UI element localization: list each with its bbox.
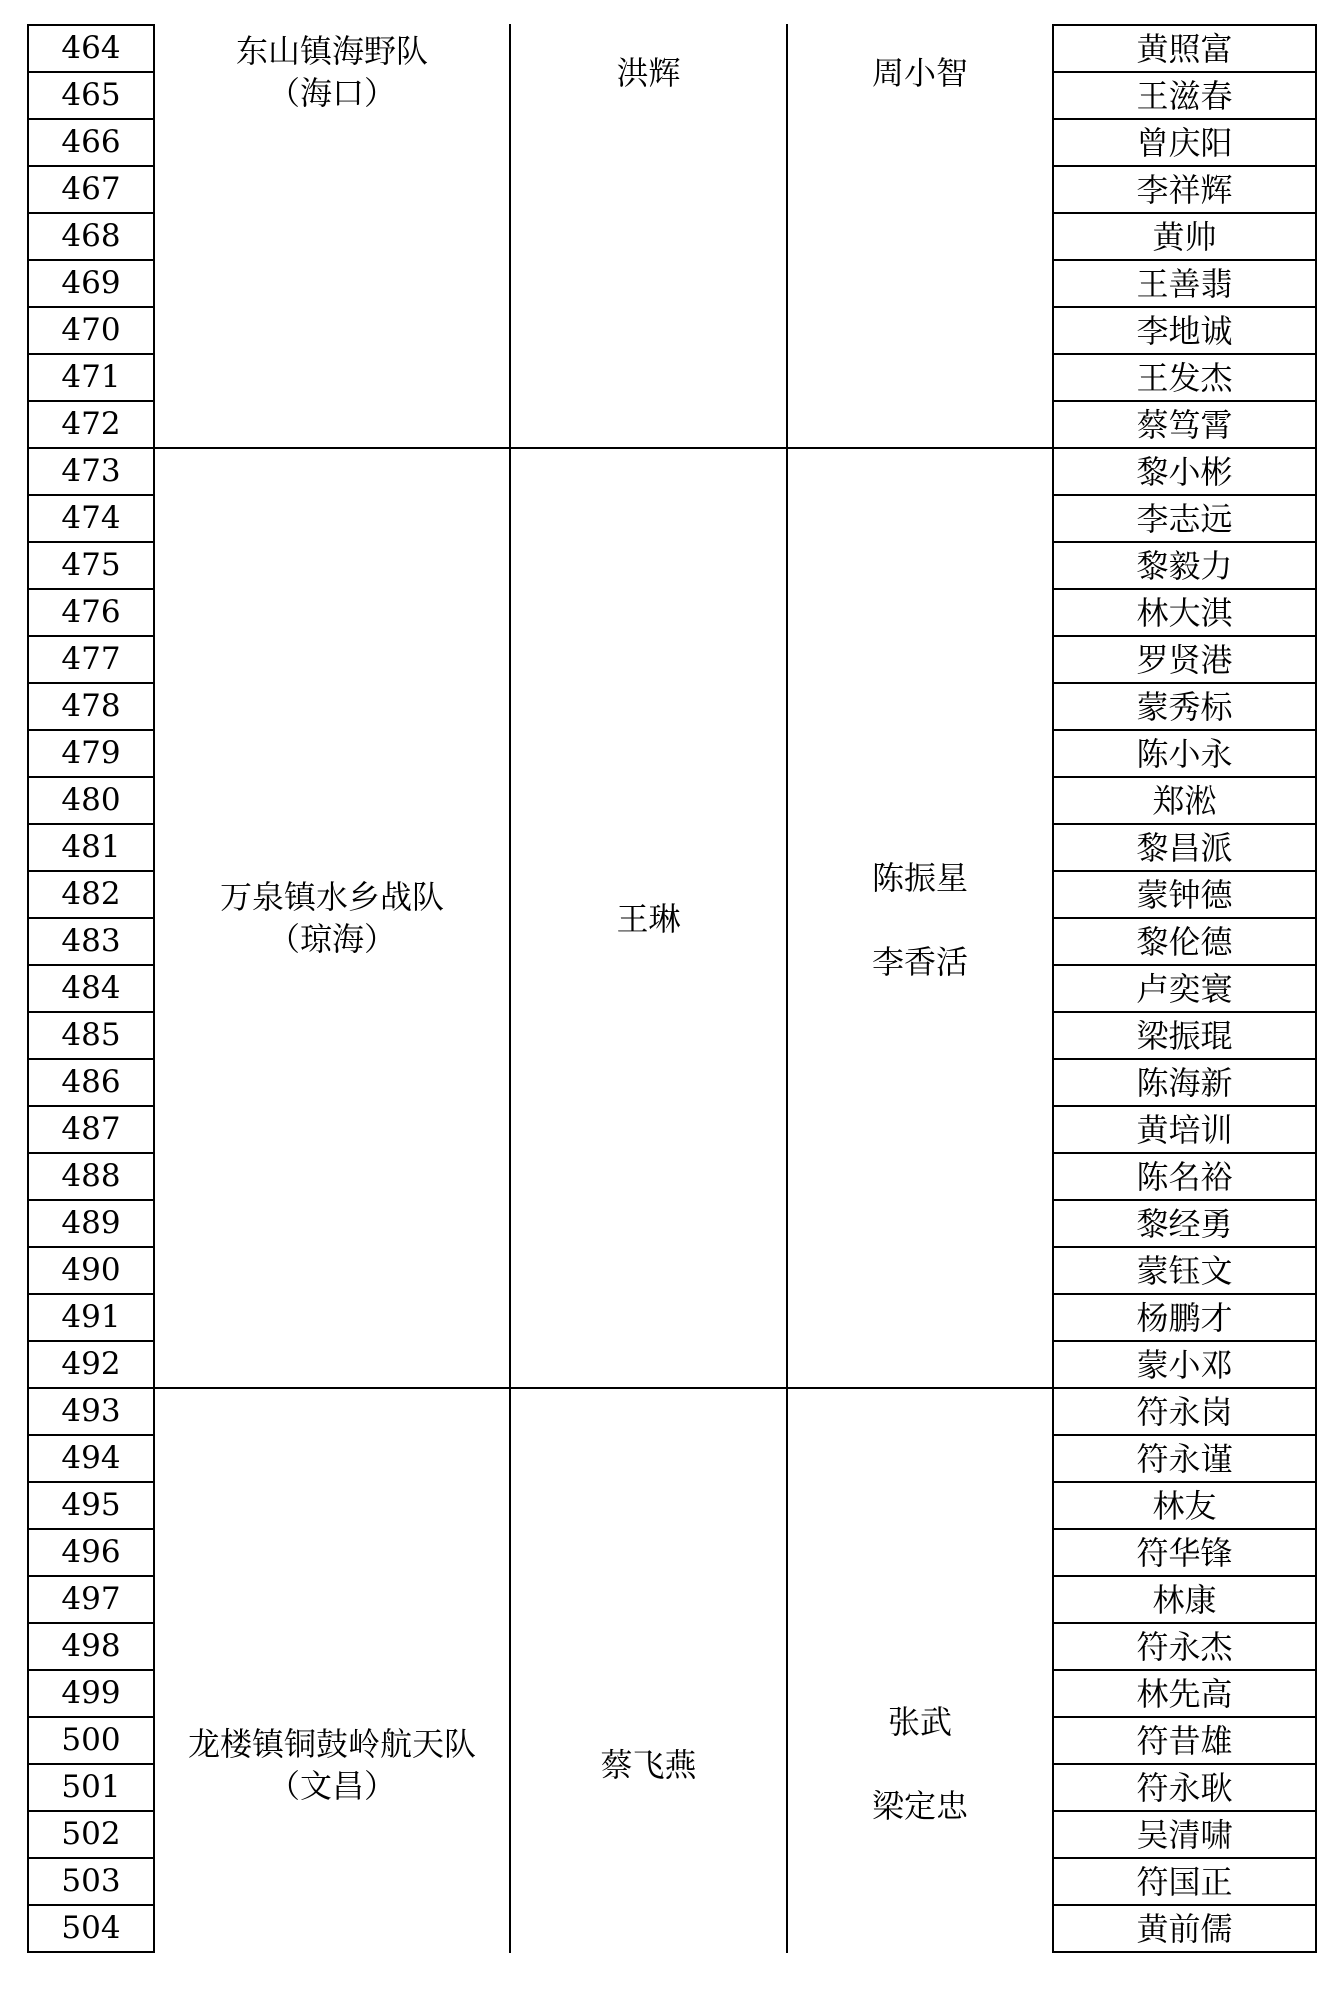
row-number: 479 [27,729,155,778]
row-number: 486 [27,1058,155,1107]
team-name: 龙楼镇铜鼓岭航天队 [187,1725,476,1763]
team-name: 东山镇海野队 [235,32,428,70]
row-number: 496 [27,1528,155,1577]
member-name: 黄培训 [1052,1105,1317,1154]
member-name: 符永谨 [1052,1434,1317,1483]
row-number: 490 [27,1246,155,1295]
row-number: 471 [27,353,155,402]
row-number: 502 [27,1810,155,1859]
row-number: 469 [27,259,155,308]
member-name: 陈海新 [1052,1058,1317,1107]
member-name: 梁振琨 [1052,1011,1317,1060]
coach-name: 王琳 [616,900,681,938]
row-number: 483 [27,917,155,966]
member-name: 蒙小邓 [1052,1340,1317,1389]
team-cell [155,30,509,114]
group-separator [154,1387,1053,1389]
row-number: 482 [27,870,155,919]
row-number: 501 [27,1763,155,1812]
member-name: 符永耿 [1052,1763,1317,1812]
member-name: 符华锋 [1052,1528,1317,1577]
row-number: 467 [27,165,155,214]
member-name: 蒙秀标 [1052,682,1317,731]
coach-name: 蔡飞燕 [600,1746,697,1784]
member-name: 符永岗 [1052,1387,1317,1436]
leader-cell [788,1701,1052,1827]
member-name: 王发杰 [1052,353,1317,402]
row-number: 477 [27,635,155,684]
row-number: 497 [27,1575,155,1624]
member-name: 黄照富 [1052,24,1317,73]
row-number: 495 [27,1481,155,1530]
member-name: 王善翡 [1052,259,1317,308]
row-number: 503 [27,1857,155,1906]
member-name: 蔡笃霄 [1052,400,1317,449]
member-name: 王滋春 [1052,71,1317,120]
team-region: （海口） [267,74,396,112]
team-cell [155,876,509,960]
row-number: 468 [27,212,155,261]
member-name: 林友 [1052,1481,1317,1530]
row-number: 498 [27,1622,155,1671]
member-name: 罗贤港 [1052,635,1317,684]
row-number: 488 [27,1152,155,1201]
member-name: 吴清啸 [1052,1810,1317,1859]
row-number: 494 [27,1434,155,1483]
member-name: 黎毅力 [1052,541,1317,590]
row-number: 487 [27,1105,155,1154]
row-number: 464 [27,24,155,73]
member-name: 林康 [1052,1575,1317,1624]
leader-name: 张武 [887,1703,952,1741]
row-number: 478 [27,682,155,731]
member-name: 符昔雄 [1052,1716,1317,1765]
row-number: 481 [27,823,155,872]
column-divider-team-coach [509,24,511,1953]
member-name: 蒙钰文 [1052,1246,1317,1295]
row-number: 465 [27,71,155,120]
row-number: 504 [27,1904,155,1953]
leader-cell [788,52,1052,94]
column-divider-coach-leader [786,24,788,1953]
member-name: 林先高 [1052,1669,1317,1718]
member-name: 杨鹏才 [1052,1293,1317,1342]
member-name: 李地诚 [1052,306,1317,355]
member-name: 黎伦德 [1052,917,1317,966]
leader-cell [788,857,1052,983]
row-number: 473 [27,447,155,496]
row-number: 491 [27,1293,155,1342]
row-number: 489 [27,1199,155,1248]
member-name: 陈名裕 [1052,1152,1317,1201]
row-number: 499 [27,1669,155,1718]
row-number: 500 [27,1716,155,1765]
member-name: 卢奕寰 [1052,964,1317,1013]
leader-name: 陈振星 [871,859,968,897]
row-number: 492 [27,1340,155,1389]
group-separator [154,447,1053,449]
member-name: 黎经勇 [1052,1199,1317,1248]
row-number: 484 [27,964,155,1013]
row-number: 485 [27,1011,155,1060]
team-name: 万泉镇水乡战队 [219,878,444,916]
member-name: 陈小永 [1052,729,1317,778]
member-name: 符国正 [1052,1857,1317,1906]
leader-name: 梁定忠 [871,1787,968,1825]
member-name: 李祥辉 [1052,165,1317,214]
member-name: 黄前儒 [1052,1904,1317,1953]
coach-name: 洪辉 [616,54,681,92]
member-name: 郑淞 [1052,776,1317,825]
member-name: 黎昌派 [1052,823,1317,872]
member-name: 符永杰 [1052,1622,1317,1671]
member-name: 林大淇 [1052,588,1317,637]
team-cell [155,1723,509,1807]
member-name: 李志远 [1052,494,1317,543]
member-name: 黄帅 [1052,212,1317,261]
leader-name: 周小智 [871,54,968,92]
row-number: 470 [27,306,155,355]
leader-name: 李香活 [871,943,968,981]
row-number: 466 [27,118,155,167]
team-region: （琼海） [267,920,396,958]
row-number: 475 [27,541,155,590]
member-name: 曾庆阳 [1052,118,1317,167]
member-name: 蒙钟德 [1052,870,1317,919]
row-number: 472 [27,400,155,449]
row-number: 480 [27,776,155,825]
team-region: （文昌） [267,1767,396,1805]
row-number: 493 [27,1387,155,1436]
member-name: 黎小彬 [1052,447,1317,496]
row-number: 476 [27,588,155,637]
row-number: 474 [27,494,155,543]
